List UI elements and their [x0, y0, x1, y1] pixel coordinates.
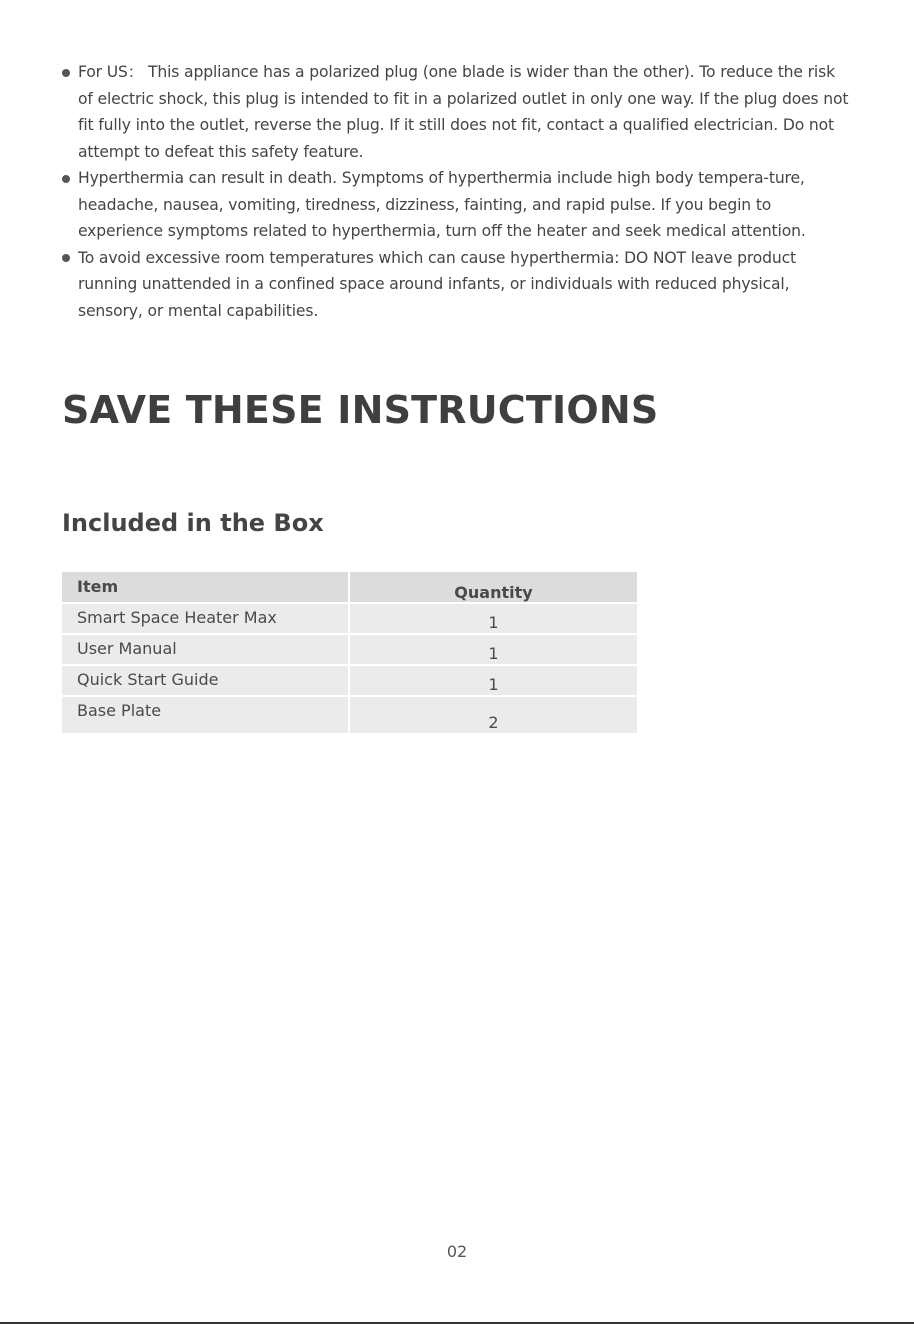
main-heading: SAVE THESE INSTRUCTIONS — [62, 388, 659, 432]
quantity-cell: 2 — [350, 697, 637, 733]
safety-bullet-room-temperature — [62, 245, 852, 325]
page-number: 02 — [446, 1242, 468, 1261]
column-header-item: Item — [62, 572, 350, 604]
bullet-text: For US： This appliance has a polarized plug (one blade is wider than the other). To reduce the risk of electric shock, this plug is intended to fit in a polarized outlet in only one way. If the plug does not fit fully into the outlet, reverse the plug. If it still does not fit, contact a qualified electrician. Do not attempt to defeat this safety feature. — [78, 63, 849, 161]
safety-bullet-list — [62, 59, 852, 324]
table-row — [62, 604, 637, 635]
table-row — [62, 697, 637, 733]
safety-bullet-polarized-plug — [62, 59, 852, 165]
item-name-cell: User Manual — [62, 635, 350, 666]
quantity-cell: 1 — [350, 635, 637, 666]
bullet-dot-icon — [62, 254, 70, 262]
bullet-text: To avoid excessive room temperatures which can cause hyperthermia: DO NOT leave product running unattended in a confined space around infants, or individuals with reduced physical, sensory, or mental capabilities. — [78, 248, 796, 320]
table-header-row — [62, 572, 637, 604]
bullet-text: Hyperthermia can result in death. Symptoms of hyperthermia include high body tempera-ture, headache, nausea, vomiting, tiredness, dizziness, fainting, and rapid pulse. If you begin to experience symptoms related to hyperthermia, turn off the heater and seek medical attention. — [78, 169, 806, 240]
safety-bullet-hyperthermia — [62, 165, 852, 245]
included-items-table — [62, 572, 637, 733]
item-name-cell: Quick Start Guide — [62, 666, 350, 697]
column-header-quantity: Quantity — [350, 572, 637, 604]
quantity-cell: 1 — [350, 604, 637, 635]
box-section-title: Included in the Box — [62, 509, 324, 537]
item-name-cell: Base Plate — [62, 697, 350, 733]
quantity-cell: 1 — [350, 666, 637, 697]
table-row — [62, 635, 637, 666]
bullet-dot-icon — [62, 175, 70, 183]
item-name-cell: Smart Space Heater Max — [62, 604, 350, 635]
table-row — [62, 666, 637, 697]
bullet-dot-icon — [62, 69, 70, 77]
